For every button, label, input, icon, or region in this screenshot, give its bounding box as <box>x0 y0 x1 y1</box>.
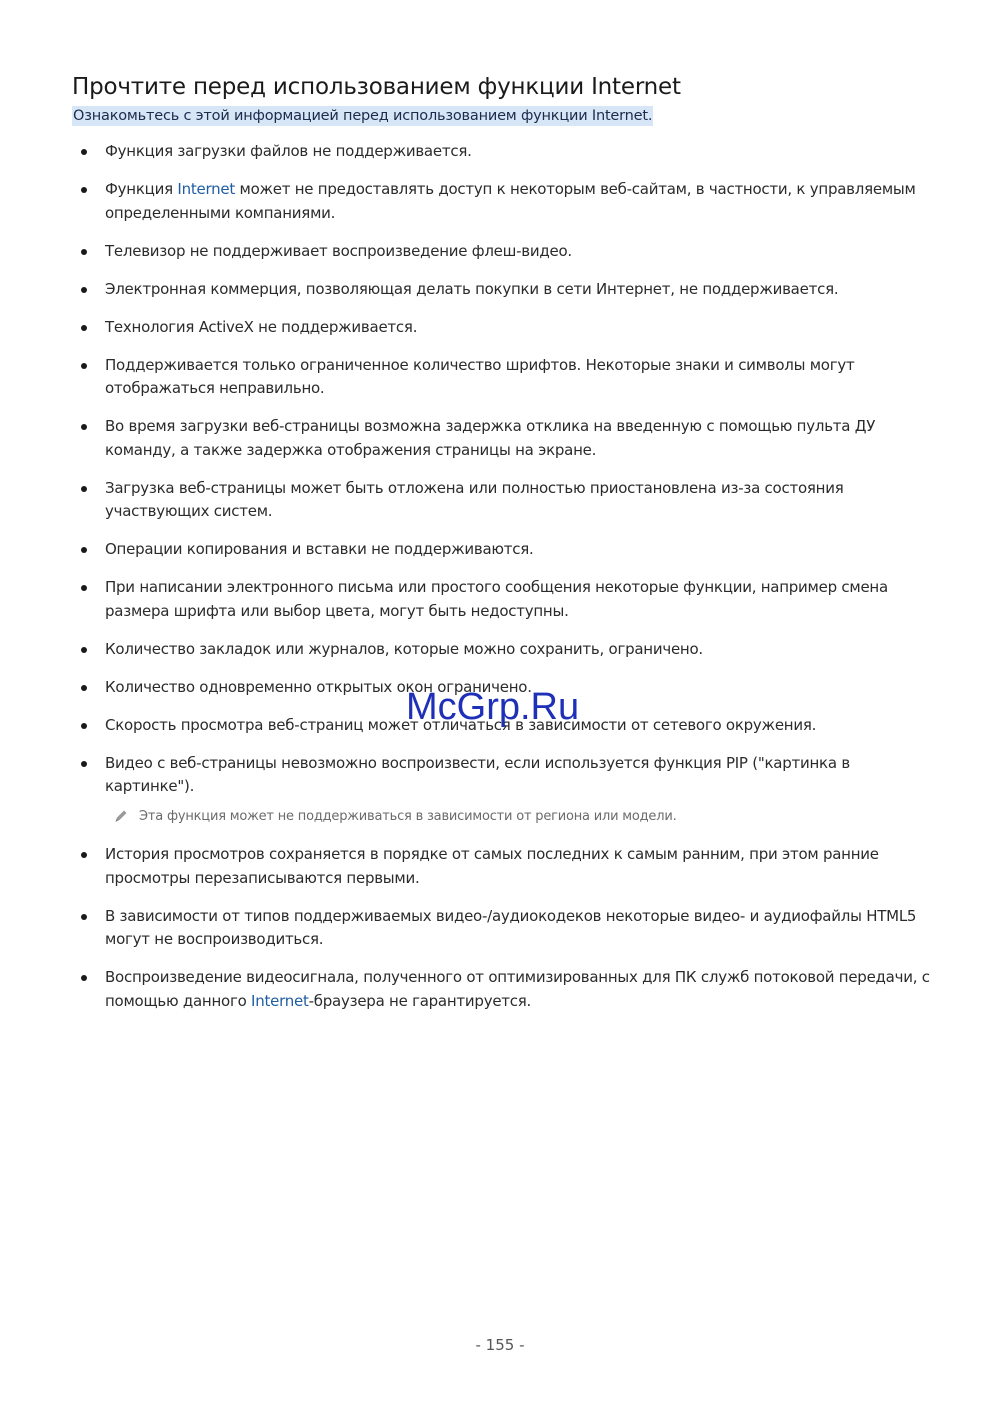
list-item: Скорость просмотра веб-страниц может отличаться в зависимости от сетевого окружения. <box>72 714 932 738</box>
list-item: Телевизор не поддерживает воспроизведение флеш-видео. <box>72 240 932 264</box>
bullet-icon <box>81 424 87 430</box>
list-item: Во время загрузки веб-страницы возможна задержка отклика на введенную с помощью пульта ДУ команду, а также задержка отображения страницы на экране. <box>72 415 932 462</box>
list-item: Поддерживается только ограниченное количество шрифтов. Некоторые знаки и символы могут отображаться неправильно. <box>72 354 932 401</box>
bullet-icon <box>81 723 87 729</box>
watermark-logo: McGrp.Ru <box>406 686 580 728</box>
list-item: История просмотров сохраняется в порядке от самых последних к самым ранним, при этом ранние просмотры перезаписываются первыми. <box>72 843 932 890</box>
bullet-icon <box>81 975 87 981</box>
bullet-icon <box>81 486 87 492</box>
page-number: - 155 - <box>475 1336 525 1354</box>
internet-link-text: Internet <box>251 991 309 1010</box>
bullet-icon <box>81 547 87 553</box>
list-item: Количество одновременно открытых окон ограничено. <box>72 676 932 700</box>
bullet-icon <box>81 363 87 369</box>
list-item: Операции копирования и вставки не поддерживаются. <box>72 538 932 562</box>
bullet-list-continued <box>72 843 932 1013</box>
page-subtitle: Ознакомьтесь с этой информацией перед использованием функции Internet. <box>73 108 653 124</box>
bullet-icon <box>81 914 87 920</box>
list-item: При написании электронного письма или простого сообщения некоторые функции, например смена размера шрифта или выбор цвета, могут быть недоступны. <box>72 576 932 623</box>
list-item: Функция загрузки файлов не поддерживается. <box>72 140 932 164</box>
bullet-icon <box>81 585 87 591</box>
list-item: Количество закладок или журналов, которые можно сохранить, ограничено. <box>72 638 932 662</box>
list-item: Воспроизведение видеосигнала, полученного от оптимизированных для ПК служб потоковой передачи, с помощью данного Internet-браузера не гарантируется. <box>72 966 932 1013</box>
bullet-list <box>72 140 932 799</box>
list-item: Электронная коммерция, позволяющая делать покупки в сети Интернет, не поддерживается. <box>72 278 932 302</box>
bullet-icon <box>81 685 87 691</box>
bullet-icon <box>81 149 87 155</box>
list-item: Загрузка веб-страницы может быть отложена или полностью приостановлена из-за состояния участвующих систем. <box>72 477 932 524</box>
list-item: В зависимости от типов поддерживаемых видео-/аудиокодеков некоторые видео- и аудиофайлы HTML5 могут не воспроизводиться. <box>72 905 932 952</box>
list-item: Функция Internet может не предоставлять доступ к некоторым веб-сайтам, в частности, к управляемым определенными компаниями. <box>72 178 932 225</box>
bullet-icon <box>81 249 87 255</box>
pencil-icon <box>113 808 129 824</box>
internet-link-text: Internet <box>177 180 235 198</box>
bullet-icon <box>81 287 87 293</box>
bullet-icon <box>81 852 87 858</box>
bullet-icon <box>81 761 87 767</box>
page-title: Прочтите перед использованием функции Internet <box>72 74 681 100</box>
note <box>72 807 932 827</box>
note-text: Эта функция может не поддерживаться в зависимости от региона или модели. <box>139 809 677 824</box>
list-item: Технология ActiveX не поддерживается. <box>72 316 932 340</box>
bullet-icon <box>81 325 87 331</box>
list-item: Видео с веб-страницы невозможно воспроизвести, если используется функция PIP ("картинка в картинке"). <box>72 752 932 799</box>
page-content <box>72 72 932 1028</box>
bullet-icon <box>81 647 87 653</box>
bullet-icon <box>81 187 87 193</box>
